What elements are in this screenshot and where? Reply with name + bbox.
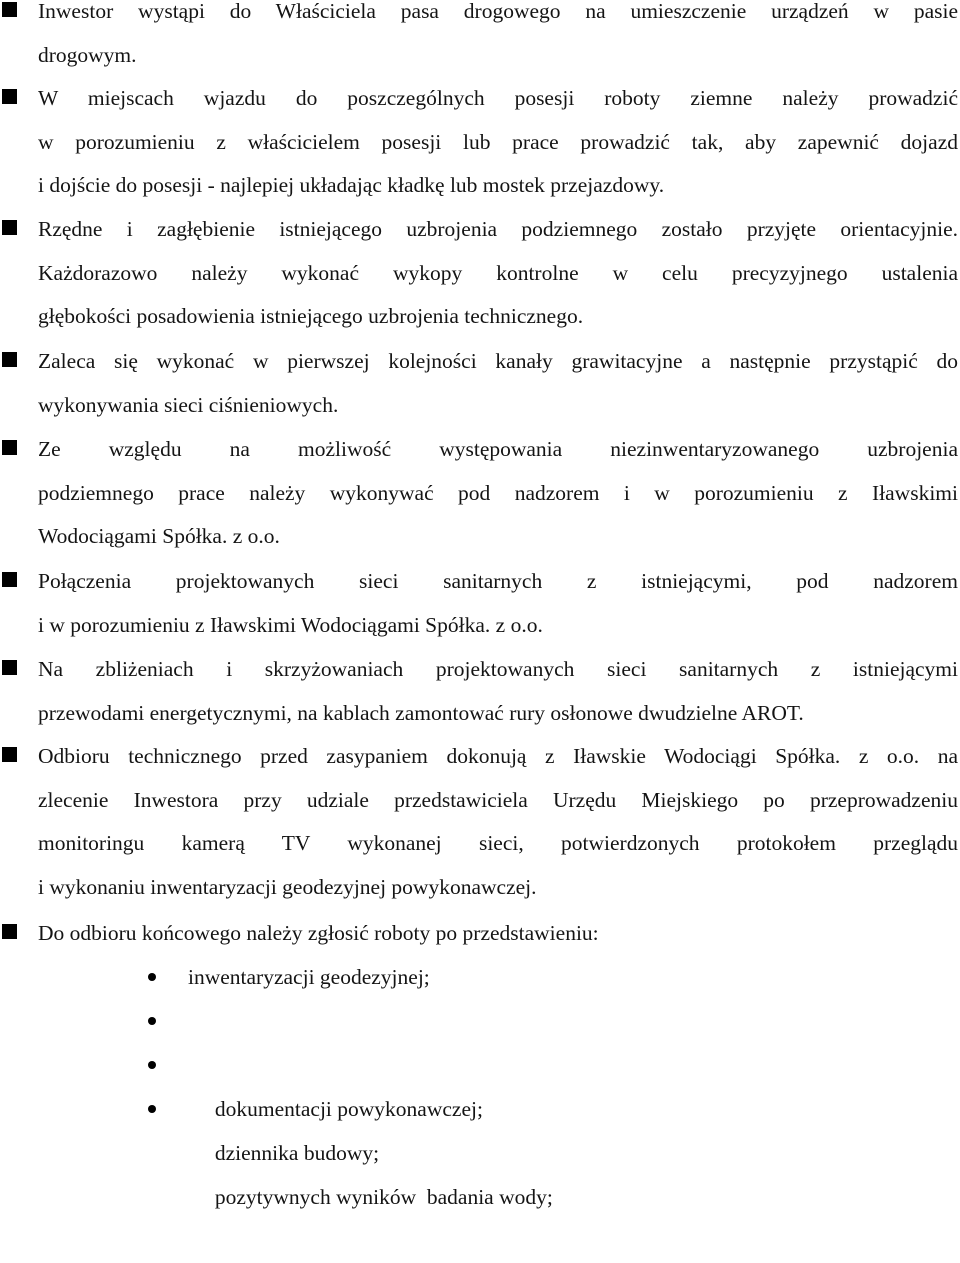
square-bullet-icon: [2, 660, 17, 675]
square-bullet-icon: [2, 440, 17, 455]
text-line: i wykonaniu inwentaryzacji geodezyjnej powykonawczej.: [38, 875, 537, 900]
text-line: Odbioru technicznego przed zasypaniem dokonują z Iławskie Wodociągi Spółka. z o.o. na: [38, 744, 958, 768]
text-line: w porozumieniu z właścicielem posesji lub prace prowadzić tak, aby zapewnić dojazd: [38, 129, 958, 154]
list-item: [38, 208, 958, 339]
text-line: Ze względu na możliwość występowania niezinwentaryzowanego uzbrojenia: [38, 437, 958, 461]
text-line: i dojście do posesji - najlepiej układając kładkę lub mostek przejazdowy.: [38, 173, 665, 198]
list-item: [38, 560, 958, 647]
text-line: Każdorazowo należy wykonać wykopy kontrolne w celu precyzyjnego ustalenia: [38, 260, 958, 285]
text-line: drogowym.: [38, 42, 137, 67]
text-line: Połączenia projektowanych sieci sanitarnych z istniejącymi, pod nadzorem: [38, 569, 958, 593]
square-bullet-icon: [2, 89, 17, 104]
round-bullet-icon: [148, 1061, 156, 1069]
round-bullet-icon: [148, 1105, 156, 1113]
list-item: [38, 912, 958, 956]
sub-item-text: inwentaryzacji geodezyjnej;: [188, 965, 430, 989]
text-line: wykonywania sieci ciśnieniowych.: [38, 392, 339, 417]
text-line: Inwestor wystąpi do Właściciela pasa drogowego na umieszczenie urządzeń w pasie: [38, 0, 958, 23]
sub-list-item: [188, 1087, 553, 1263]
text-line: i w porozumieniu z Iławskimi Wodociągami Spółka. z o.o.: [38, 612, 543, 637]
sub-item-text: dziennika budowy;: [209, 1141, 380, 1165]
text-line: przewodami energetycznymi, na kablach zamontować rury osłonowe dwudzielne AROT.: [38, 700, 804, 725]
square-bullet-icon: [2, 924, 17, 939]
list-item: [38, 77, 958, 208]
text-line: Wodociągami Spółka. z o.o.: [38, 524, 280, 549]
text-line: Do odbioru końcowego należy zgłosić roboty po przedstawieniu:: [38, 921, 599, 945]
square-bullet-icon: [2, 572, 17, 587]
text-line: zlecenie Inwestora przy udziale przedstawiciela Urzędu Miejskiego po przeprowadzeniu: [38, 787, 958, 812]
square-bullet-icon: [2, 352, 17, 367]
text-line: podziemnego prace należy wykonywać pod nadzorem i w porozumieniu z Iławskimi: [38, 480, 958, 505]
text-line: głębokości posadowienia istniejącego uzbrojenia technicznego.: [38, 304, 584, 329]
square-bullet-icon: [2, 220, 17, 235]
text-line: Rzędne i zagłębienie istniejącego uzbrojenia podziemnego zostało przyjęte orientacyjnie.: [38, 217, 958, 241]
list-item: [38, 735, 958, 910]
list-item: [38, 0, 958, 77]
sub-item-text: dokumentacji powykonawczej;: [209, 1097, 483, 1121]
sub-list-item: [188, 955, 430, 999]
square-bullet-icon: [2, 747, 17, 762]
text-line: monitoringu kamerą TV wykonanej sieci, potwierdzonych protokołem przeglądu: [38, 831, 958, 856]
list-item: [38, 428, 958, 559]
round-bullet-icon: [148, 973, 156, 981]
sub-item-text: pozytywnych wyników badania wody;: [209, 1185, 553, 1209]
text-line: Zaleca się wykonać w pierwszej kolejności kanały grawitacyjne a następnie przystąpić do: [38, 349, 958, 373]
round-bullet-icon: [148, 1017, 156, 1025]
text-line: Na zbliżeniach i skrzyżowaniach projektowanych sieci sanitarnych z istniejącymi: [38, 657, 958, 681]
list-item: [38, 340, 958, 427]
square-bullet-icon: [2, 2, 17, 17]
list-item: [38, 648, 958, 735]
text-line: W miejscach wjazdu do poszczególnych posesji roboty ziemne należy prowadzić: [38, 86, 958, 110]
